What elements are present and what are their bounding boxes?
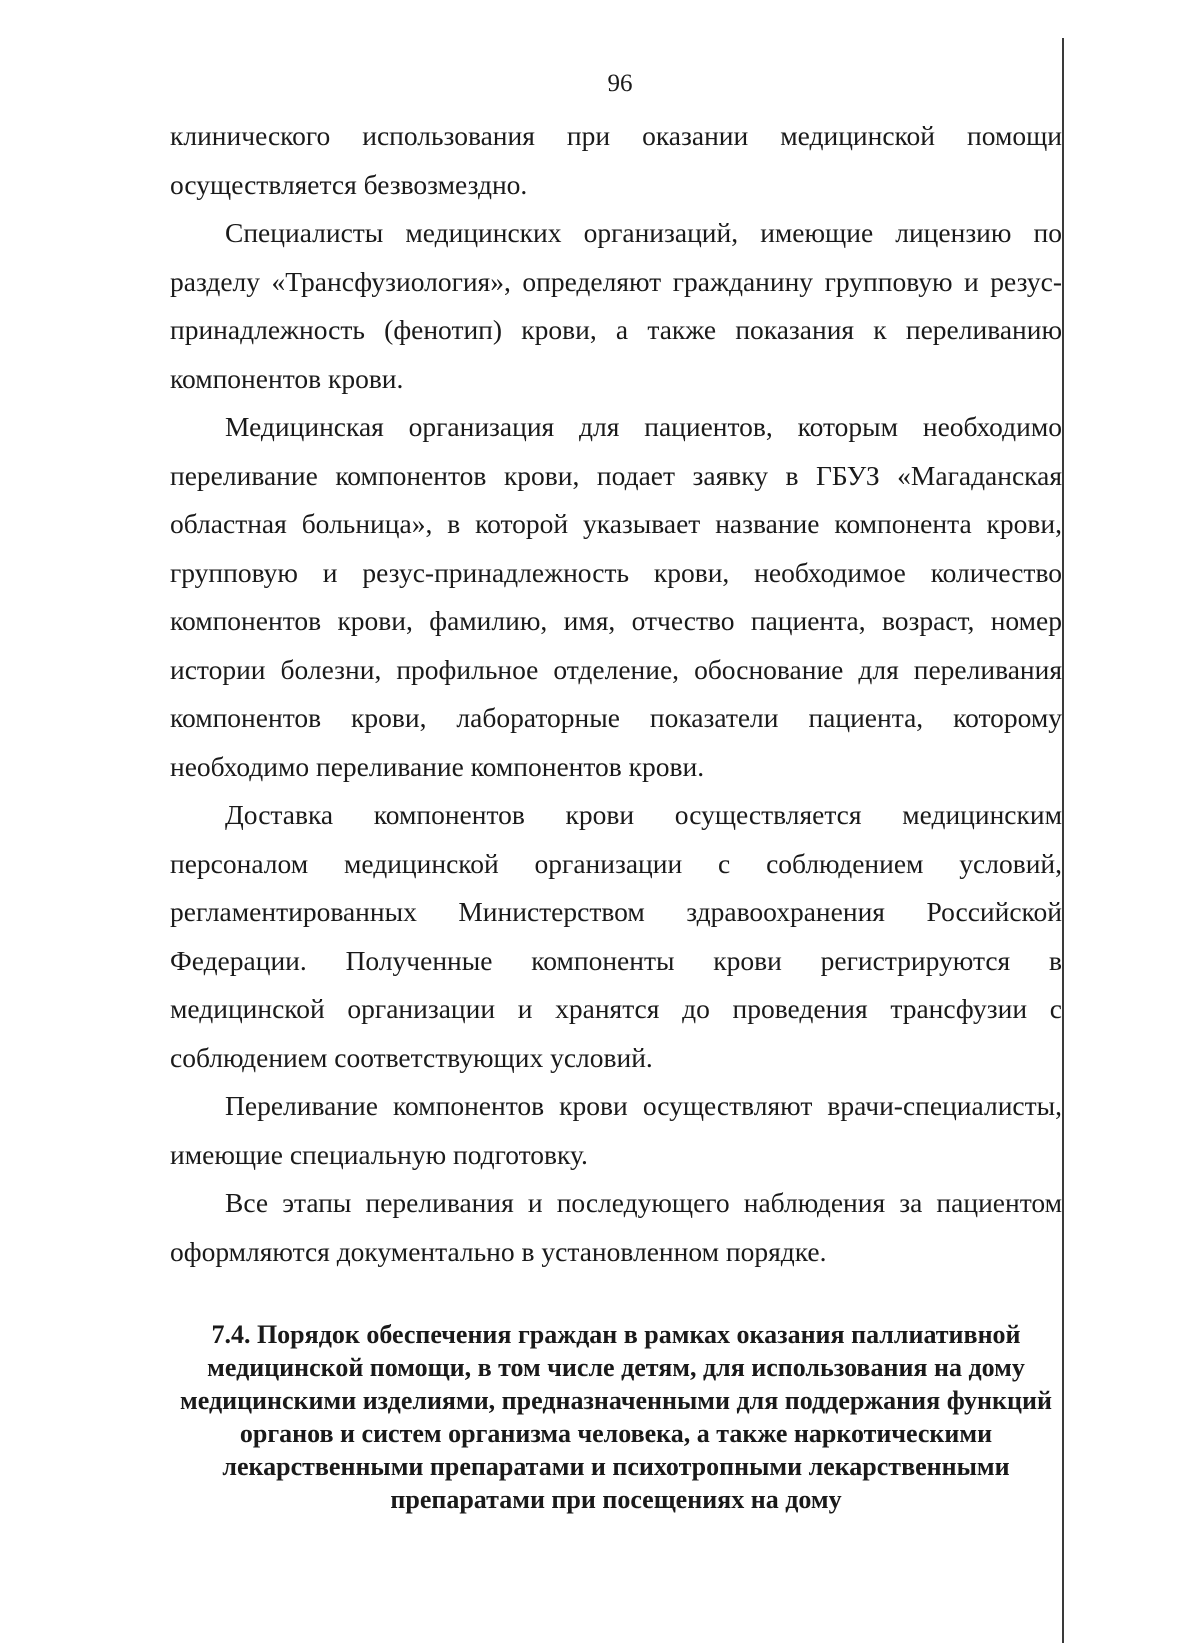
paragraph-5: Переливание компонентов крови осуществляют врачи-специалисты, имеющие специальную подготовку. (170, 1090, 1062, 1170)
paragraph-2: Специалисты медицинских организаций, имеющие лицензию по разделу «Трансфузиология», определяют гражданину групповую и резус-принадлежность (фенотип) крови, а также показания к переливанию компонентов крови. (170, 217, 1062, 394)
paragraph-1: клинического использования при оказании медицинской помощи осуществляется безвозмездно. (170, 120, 1062, 200)
document-body (170, 112, 1062, 1276)
paragraph-3: Медицинская организация для пациентов, которым необходимо переливание компонентов крови, подает заявку в ГБУЗ «Магаданская областная больница», в которой указывает название компонента крови, групповую и резус-принадлежность крови, необходимое количество компонентов крови, фамилию, имя, отчество пациента, возраст, номер истории болезни, профильное отделение, обоснование для переливания компонентов крови, лабораторные показатели пациента, которому необходимо переливание компонентов крови. (170, 411, 1062, 782)
scan-edge-line (1062, 38, 1064, 1643)
paragraph-6: Все этапы переливания и последующего наблюдения за пациентом оформляются документально в установленном порядке. (170, 1187, 1062, 1267)
section-heading: 7.4. Порядок обеспечения граждан в рамках оказания паллиативной медицинской помощи, в том числе детям, для использования на дому медицинскими изделиями, предназначенными для поддержания функций органов и систем организма человека, а также наркотическими лекарственными препаратами и психотропными лекарственными препаратами при посещениях на дому (180, 1320, 1052, 1514)
paragraph-4: Доставка компонентов крови осуществляется медицинским персоналом медицинской организации с соблюдением условий, регламентированных Министерством здравоохранения Российской Федерации. Полученные компоненты крови регистрируются в медицинской организации и хранятся до проведения трансфузии с соблюдением соответствующих условий. (170, 799, 1062, 1073)
page-number: 96 (607, 70, 633, 97)
